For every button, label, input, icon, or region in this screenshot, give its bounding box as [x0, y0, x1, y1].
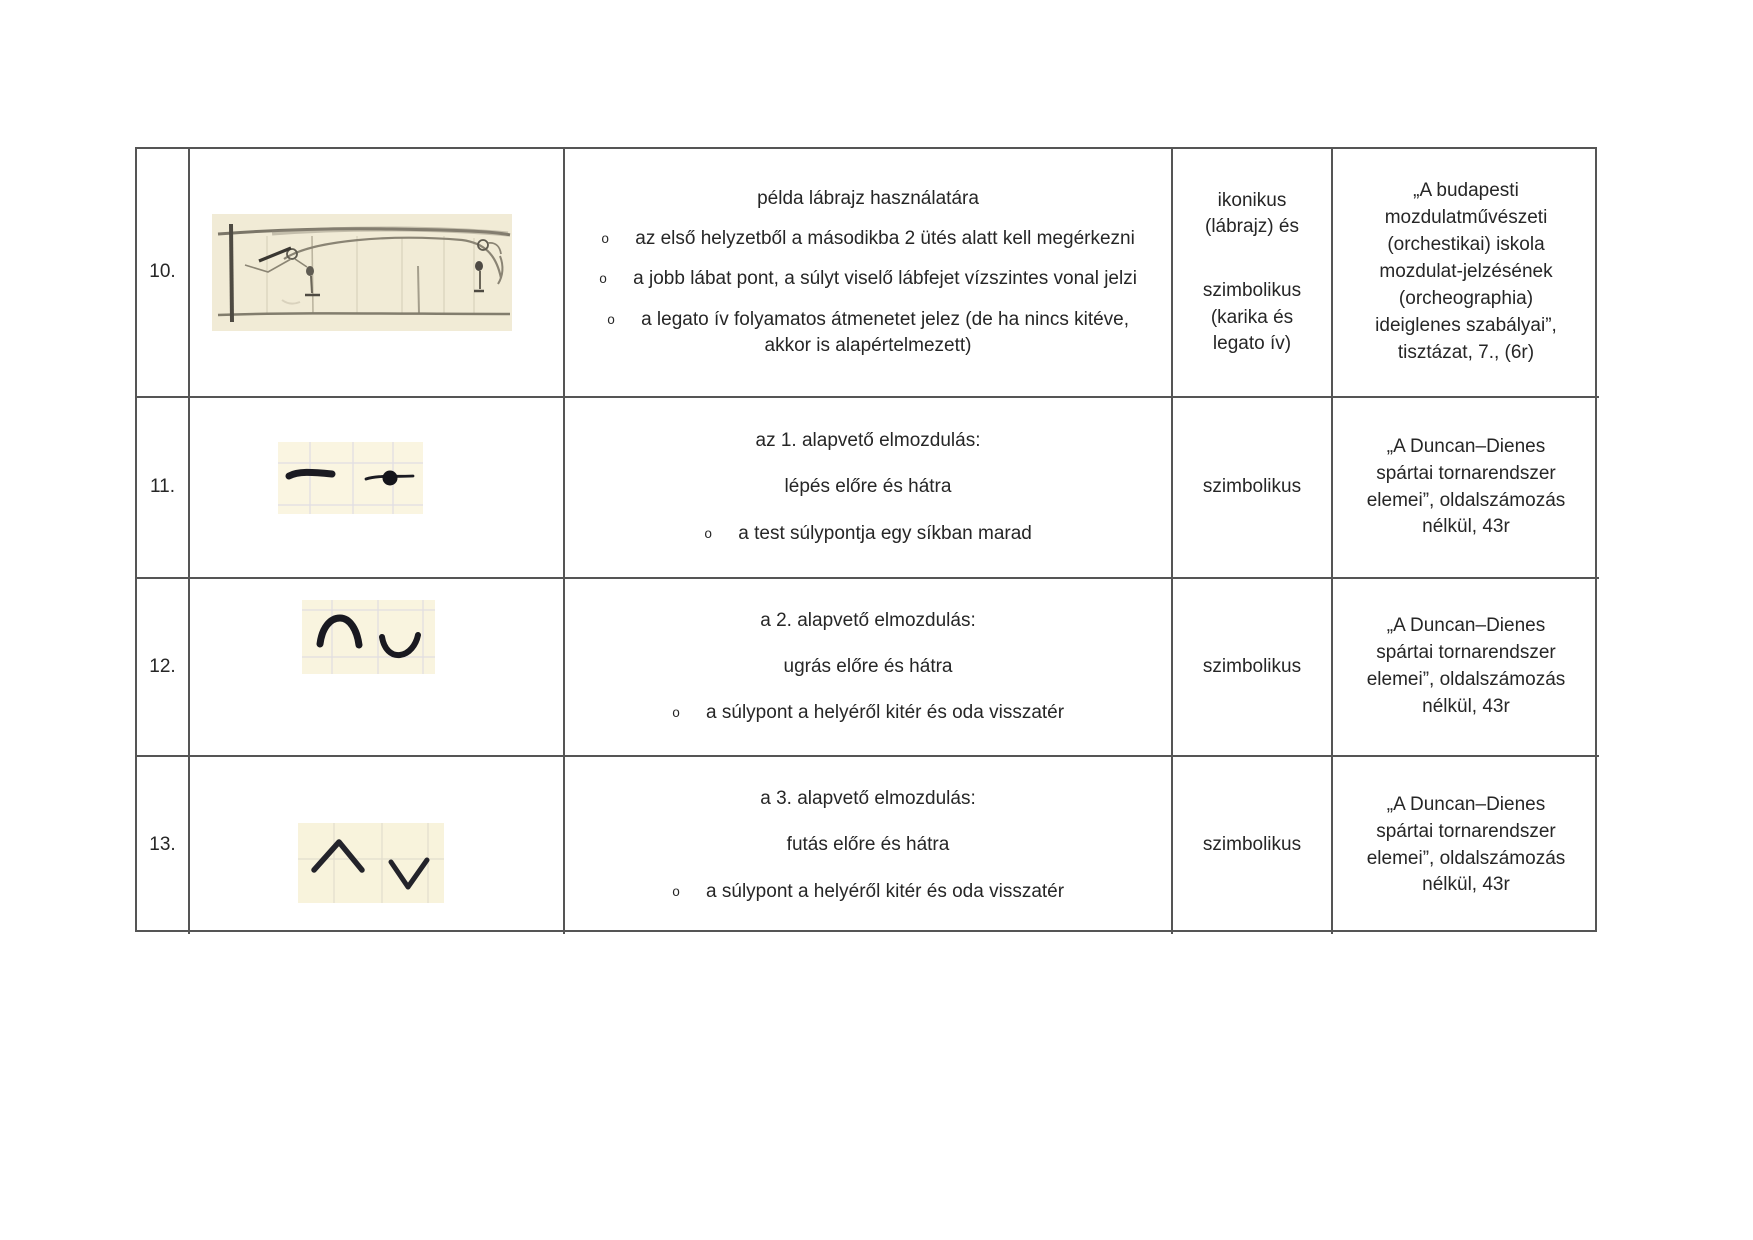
bullet-item [672, 879, 1064, 905]
type-cell [1173, 579, 1333, 757]
source-cell [1333, 398, 1599, 579]
bullet-item [599, 266, 1137, 292]
bullet-item [672, 700, 1064, 726]
jump-notation-image [302, 600, 435, 674]
bullet-text: a súlypont a helyéről kitér és oda visszatér [706, 880, 1065, 902]
bullet-item [601, 226, 1135, 252]
type-label: szimbolikus [1202, 834, 1302, 856]
bullet-marker: o [606, 313, 616, 329]
description-cell [565, 757, 1173, 934]
step-notation-image [278, 442, 423, 514]
figure-cell [190, 757, 565, 934]
description-intro: az 1. alapvető elmozdulás: [755, 430, 981, 452]
row-number: 13. [149, 834, 176, 856]
description-cell [565, 579, 1173, 757]
source-citation: „A Duncan–Dienes spártai tornarendszer elemei”, oldalszámozás nélkül, 43r [1366, 615, 1566, 717]
type-label: szimbolikus [1202, 476, 1302, 498]
type-cell [1173, 149, 1333, 398]
row-number: 12. [149, 655, 176, 677]
bullet-text: a jobb lábat pont, a súlyt viselő lábfejet vízszintes vonal jelzi [633, 268, 1137, 290]
source-citation: „A budapesti mozdulatművészeti (orchestikai) iskola mozdulat-jelzésének (orcheographia) ideiglenes szabályai”, tisztázat, 7., (6r) [1375, 180, 1557, 363]
run-notation-image [298, 823, 444, 903]
source-cell [1333, 757, 1599, 934]
row-number: 11. [149, 476, 175, 498]
bullet-text: a test súlypontja egy síkban marad [738, 522, 1032, 544]
description-line: lépés előre és hátra [784, 476, 952, 498]
description-intro: a 3. alapvető elmozdulás: [760, 788, 976, 810]
row-number-cell [137, 579, 190, 757]
bullet-marker: o [601, 233, 610, 249]
figure-cell [190, 579, 565, 757]
description-intro: a 2. alapvető elmozdulás: [760, 609, 976, 631]
row-number-cell [137, 757, 190, 934]
source-cell [1333, 149, 1599, 398]
notation-table [135, 147, 1597, 932]
type-label: szimbolikus (karika és legato ív) [1202, 280, 1302, 354]
row-number: 10. [149, 261, 176, 283]
description-cell [565, 398, 1173, 579]
foot-notation-sketch-image [212, 214, 512, 331]
bullet-item [704, 521, 1032, 547]
bullet-marker: o [671, 885, 681, 901]
bullet-marker: o [704, 527, 713, 543]
bullet-marker: o [599, 273, 608, 289]
bullet-item [595, 307, 1141, 359]
bullet-text: a legato ív folyamatos átmenetet jelez (de ha nincs kitéve, akkor is alapértelmezett) [641, 308, 1130, 356]
row-number-cell [137, 398, 190, 579]
type-label: ikonikus (lábrajz) és [1205, 189, 1299, 238]
description-intro: példa lábrajz használatára [757, 187, 979, 209]
bullet-marker: o [671, 707, 681, 723]
source-citation: „A Duncan–Dienes spártai tornarendszer elemei”, oldalszámozás nélkül, 43r [1366, 793, 1566, 896]
source-cell [1333, 579, 1599, 757]
description-cell [565, 149, 1173, 398]
figure-cell [190, 398, 565, 579]
type-cell [1173, 398, 1333, 579]
description-line: futás előre és hátra [786, 834, 950, 856]
source-citation: „A Duncan–Dienes spártai tornarendszer elemei”, oldalszámozás nélkül, 43r [1366, 435, 1566, 538]
figure-cell [190, 149, 565, 398]
bullet-text: az első helyzetből a másodikba 2 ütés alatt kell megérkezni [635, 228, 1135, 250]
type-cell [1173, 757, 1333, 934]
type-label: szimbolikus [1202, 655, 1302, 677]
row-number-cell [137, 149, 190, 398]
description-line: ugrás előre és hátra [783, 655, 953, 677]
bullet-text: a súlypont a helyéről kitér és oda visszatér [706, 702, 1065, 724]
